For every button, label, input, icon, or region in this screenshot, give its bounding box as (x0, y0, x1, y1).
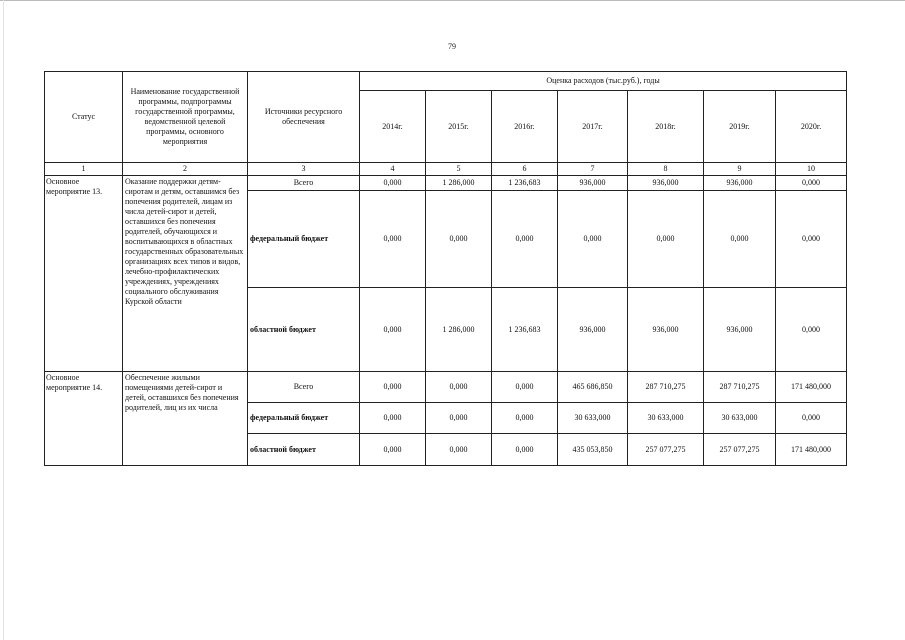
value-cell: 465 686,850 (558, 372, 628, 403)
header-year: 2014г. (360, 91, 426, 163)
column-number: 8 (628, 163, 704, 176)
value-cell: 936,000 (704, 288, 776, 372)
scan-left-edge (3, 0, 4, 640)
status-cell: Основное мероприятие 14. (45, 372, 123, 466)
header-status: Статус (45, 72, 123, 163)
value-cell: 0,000 (360, 176, 426, 191)
value-cell: 0,000 (492, 372, 558, 403)
header-year: 2016г. (492, 91, 558, 163)
value-cell: 0,000 (492, 434, 558, 466)
header-year: 2017г. (558, 91, 628, 163)
value-cell: 0,000 (558, 191, 628, 288)
program-name-cell: Оказание поддержки детям-сиротам и детям, оставшимся без попечения родителей, лицам из числа детей-сирот и детей, оставшихся без попечения родителей, обучающихся и воспитывающихся в областных государственных образовательных организациях всех типов и видов, лечебно-профилактических учреждениях, учреждениях социального обслуживания Курской области (123, 176, 248, 372)
value-cell: 257 077,275 (704, 434, 776, 466)
value-cell: 0,000 (360, 403, 426, 434)
header-program-name: Наименование государственной программы, подпрограммы государственной программы, ведомственной целевой программы, основного мероприятия (123, 72, 248, 163)
value-cell: 435 053,850 (558, 434, 628, 466)
value-cell: 0,000 (426, 403, 492, 434)
value-cell: 1 286,000 (426, 176, 492, 191)
value-cell: 936,000 (704, 176, 776, 191)
value-cell: 0,000 (776, 403, 847, 434)
column-number: 7 (558, 163, 628, 176)
column-number-row (45, 163, 847, 176)
header-expense-estimate: Оценка расходов (тыс.руб.), годы (360, 72, 847, 91)
column-number: 4 (360, 163, 426, 176)
header-resource-sources: Источники ресурсного обеспечения (248, 72, 360, 163)
column-number: 9 (704, 163, 776, 176)
page-number: 79 (448, 42, 456, 51)
value-cell: 1 286,000 (426, 288, 492, 372)
value-cell: 0,000 (426, 372, 492, 403)
source-cell: областной бюджет (248, 288, 360, 372)
value-cell: 0,000 (360, 372, 426, 403)
value-cell: 30 633,000 (558, 403, 628, 434)
value-cell: 171 480,000 (776, 434, 847, 466)
expense-estimate-table (44, 71, 847, 466)
value-cell: 0,000 (492, 403, 558, 434)
value-cell: 936,000 (628, 176, 704, 191)
source-cell: федеральный бюджет (248, 191, 360, 288)
value-cell: 257 077,275 (628, 434, 704, 466)
column-number: 5 (426, 163, 492, 176)
value-cell: 0,000 (492, 191, 558, 288)
header-year: 2018г. (628, 91, 704, 163)
value-cell: 30 633,000 (704, 403, 776, 434)
header-year: 2015г. (426, 91, 492, 163)
value-cell: 0,000 (426, 434, 492, 466)
value-cell: 0,000 (776, 176, 847, 191)
table-row (45, 176, 847, 191)
value-cell: 0,000 (776, 191, 847, 288)
value-cell: 936,000 (628, 288, 704, 372)
table-row (45, 372, 847, 403)
value-cell: 1 236,683 (492, 176, 558, 191)
value-cell: 0,000 (704, 191, 776, 288)
column-number: 1 (45, 163, 123, 176)
column-number: 3 (248, 163, 360, 176)
value-cell: 0,000 (628, 191, 704, 288)
header-year: 2020г. (776, 91, 847, 163)
header-row-1 (45, 72, 847, 91)
value-cell: 0,000 (776, 288, 847, 372)
value-cell: 287 710,275 (704, 372, 776, 403)
value-cell: 0,000 (360, 434, 426, 466)
scan-top-edge (0, 0, 905, 1)
column-number: 10 (776, 163, 847, 176)
column-number: 6 (492, 163, 558, 176)
program-name-cell: Обеспечение жилыми помещениями детей-сирот и детей, оставшихся без попечения родителей, лиц из их числа (123, 372, 248, 466)
source-cell: областной бюджет (248, 434, 360, 466)
value-cell: 171 480,000 (776, 372, 847, 403)
source-cell: Всего (248, 372, 360, 403)
value-cell: 936,000 (558, 176, 628, 191)
value-cell: 936,000 (558, 288, 628, 372)
value-cell: 287 710,275 (628, 372, 704, 403)
column-number: 2 (123, 163, 248, 176)
header-year: 2019г. (704, 91, 776, 163)
status-cell: Основное мероприятие 13. (45, 176, 123, 372)
value-cell: 0,000 (426, 191, 492, 288)
source-cell: федеральный бюджет (248, 403, 360, 434)
value-cell: 30 633,000 (628, 403, 704, 434)
value-cell: 1 236,683 (492, 288, 558, 372)
source-cell: Всего (248, 176, 360, 191)
value-cell: 0,000 (360, 191, 426, 288)
value-cell: 0,000 (360, 288, 426, 372)
